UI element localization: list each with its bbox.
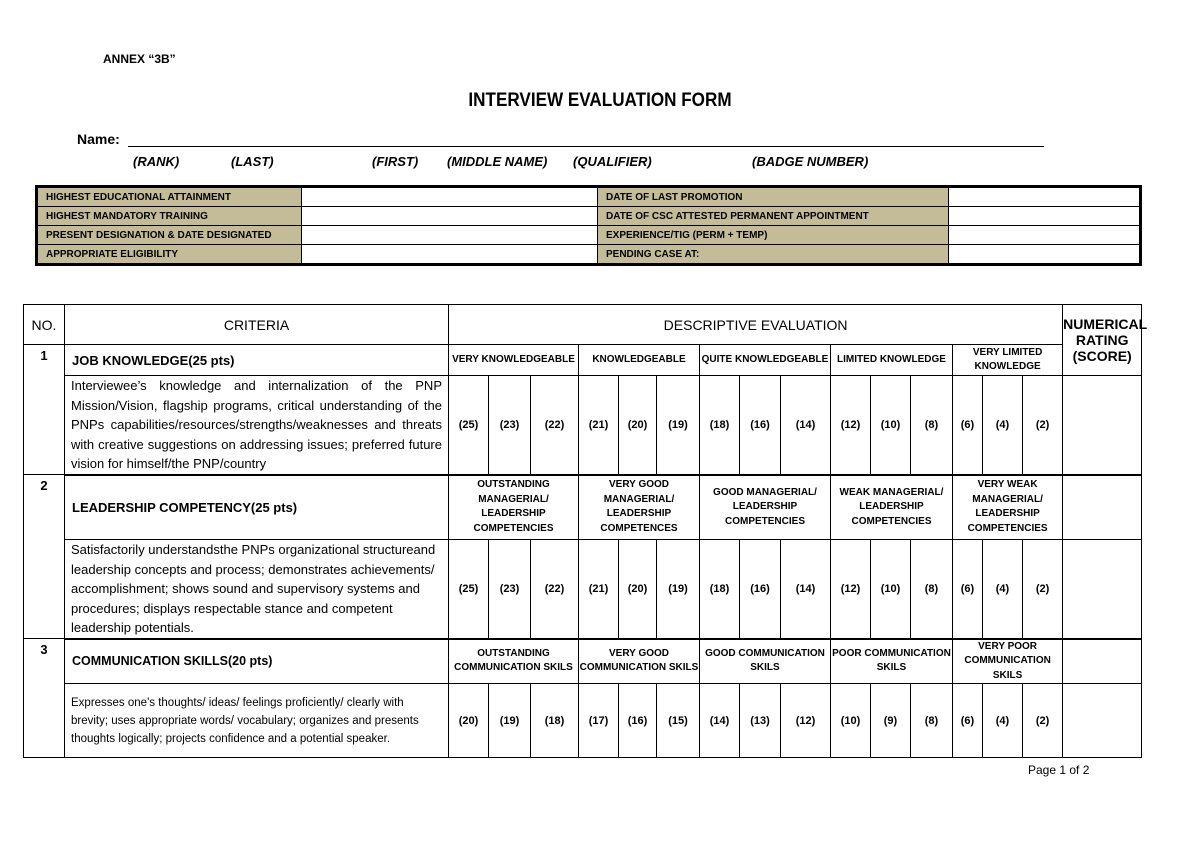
info-label: PRESENT DESIGNATION & DATE DESIGNATED xyxy=(37,226,302,245)
score-option[interactable]: (4) xyxy=(983,540,1023,639)
score-option[interactable]: (25) xyxy=(449,540,489,639)
criterion-number: 3 xyxy=(24,639,65,758)
score-option[interactable]: (10) xyxy=(871,376,911,475)
numerical-score-input[interactable] xyxy=(1063,376,1142,475)
criterion-description: Expresses one's thoughts/ ideas/ feelings proficiently/ clearly with brevity; uses appropriate words/ vocabulary; organizes and presents thoughts logically; projects confidence and a potential speaker. xyxy=(65,684,449,758)
rating-group: WEAK MANAGERIAL/ LEADERSHIP COMPETENCIES xyxy=(831,475,953,540)
score-option[interactable]: (17) xyxy=(579,684,619,758)
name-label: Name: xyxy=(77,131,120,147)
info-input[interactable] xyxy=(949,245,1141,265)
info-input[interactable] xyxy=(302,207,598,226)
info-input[interactable] xyxy=(949,226,1141,245)
score-option[interactable]: (20) xyxy=(619,540,657,639)
criterion-description: Satisfactorily understandsthe PNPs organizational structureand leadership concepts and process; demonstrates achievements/ accomplishment; shows sound and supervisory systems and procedures; displays respectable stance and competent leadership potentials. xyxy=(65,540,449,639)
score-option[interactable]: (4) xyxy=(983,684,1023,758)
score-option[interactable]: (2) xyxy=(1023,376,1063,475)
info-label: HIGHEST MANDATORY TRAINING xyxy=(37,207,302,226)
rating-group: OUTSTANDING COMMUNICATION SKILS xyxy=(449,639,579,684)
criterion-description: Interviewee’s knowledge and internalization of the PNP Mission/Vision, flagship programs, critical understanding of the PNPs capabilities/resources/strengths/weaknesses and threats with creative suggestions on addressing issues; preferred future vision for himself/the PNP/country xyxy=(65,376,449,475)
score-option[interactable]: (25) xyxy=(449,376,489,475)
info-label: HIGHEST EDUCATIONAL ATTAINMENT xyxy=(37,187,302,207)
score-option[interactable]: (22) xyxy=(531,540,579,639)
score-option[interactable]: (14) xyxy=(781,376,831,475)
score-option[interactable]: (23) xyxy=(489,540,531,639)
rating-group: QUITE KNOWLEDGEABLE xyxy=(700,345,831,376)
info-row xyxy=(37,207,1141,226)
score-option[interactable]: (12) xyxy=(781,684,831,758)
score-option[interactable]: (4) xyxy=(983,376,1023,475)
rating-group: KNOWLEDGEABLE xyxy=(579,345,700,376)
info-row xyxy=(37,187,1141,207)
info-row xyxy=(37,245,1141,265)
criterion-title-row xyxy=(24,639,1142,684)
score-option[interactable]: (20) xyxy=(449,684,489,758)
score-option[interactable]: (19) xyxy=(657,376,700,475)
info-label: PENDING CASE AT: xyxy=(598,245,949,265)
score-option[interactable]: (10) xyxy=(871,540,911,639)
info-label: DATE OF LAST PROMOTION xyxy=(598,187,949,207)
annex-label: ANNEX “3B” xyxy=(103,52,176,66)
info-input[interactable] xyxy=(302,226,598,245)
name-part-badge: (BADGE NUMBER) xyxy=(752,154,869,169)
score-option[interactable]: (16) xyxy=(619,684,657,758)
score-option[interactable]: (12) xyxy=(831,540,871,639)
numerical-score-input[interactable] xyxy=(1063,540,1142,639)
header-no: NO. xyxy=(24,305,65,345)
criterion-title-row xyxy=(24,345,1142,376)
info-row xyxy=(37,226,1141,245)
numerical-score-blank xyxy=(1063,475,1142,540)
info-label: EXPERIENCE/TIG (PERM + TEMP) xyxy=(598,226,949,245)
score-option[interactable]: (19) xyxy=(489,684,531,758)
rating-group: VERY KNOWLEDGEABLE xyxy=(449,345,579,376)
score-option[interactable]: (12) xyxy=(831,376,871,475)
score-option[interactable]: (8) xyxy=(911,540,953,639)
page-title: INTERVIEW EVALUATION FORM xyxy=(468,90,732,111)
criterion-number: 2 xyxy=(24,475,65,639)
score-option[interactable]: (21) xyxy=(579,376,619,475)
score-option[interactable]: (15) xyxy=(657,684,700,758)
score-option[interactable]: (10) xyxy=(831,684,871,758)
criterion-number: 1 xyxy=(24,345,65,475)
name-field[interactable] xyxy=(128,146,1044,147)
numerical-score-input[interactable] xyxy=(1063,684,1142,758)
info-input[interactable] xyxy=(949,187,1141,207)
rating-group: VERY POOR COMMUNICATION SKILS xyxy=(953,639,1063,684)
info-input[interactable] xyxy=(302,187,598,207)
evaluation-table xyxy=(23,304,1148,758)
name-part-qualifier: (QUALIFIER) xyxy=(573,154,652,169)
header-row xyxy=(24,305,1142,345)
score-option[interactable]: (8) xyxy=(911,376,953,475)
score-option[interactable]: (2) xyxy=(1023,540,1063,639)
score-option[interactable]: (13) xyxy=(740,684,781,758)
criterion-score-row xyxy=(24,684,1142,758)
score-option[interactable]: (19) xyxy=(657,540,700,639)
criterion-title: LEADERSHIP COMPETENCY(25 pts) xyxy=(65,475,449,540)
score-option[interactable]: (18) xyxy=(531,684,579,758)
page-number: Page 1 of 2 xyxy=(1028,763,1090,777)
name-part-rank: (RANK) xyxy=(133,154,180,169)
score-option[interactable]: (6) xyxy=(953,540,983,639)
rating-group: GOOD MANAGERIAL/ LEADERSHIP COMPETENCIES xyxy=(700,475,831,540)
score-option[interactable]: (6) xyxy=(953,684,983,758)
criterion-score-row xyxy=(24,540,1142,639)
info-label: APPROPRIATE ELIGIBILITY xyxy=(37,245,302,265)
header-descriptive-evaluation: DESCRIPTIVE EVALUATION xyxy=(449,305,1063,345)
info-input[interactable] xyxy=(949,207,1141,226)
criterion-title: COMMUNICATION SKILLS(20 pts) xyxy=(65,639,449,684)
score-option[interactable]: (23) xyxy=(489,376,531,475)
numerical-score-blank xyxy=(1063,639,1142,684)
score-option[interactable]: (16) xyxy=(740,376,781,475)
rating-group: VERY GOOD MANAGERIAL/ LEADERSHIP COMPETENCES xyxy=(579,475,700,540)
rating-group: VERY GOOD COMMUNICATION SKILS xyxy=(579,639,700,684)
rating-group: VERY WEAK MANAGERIAL/ LEADERSHIP COMPETENCIES xyxy=(953,475,1063,540)
info-input[interactable] xyxy=(302,245,598,265)
name-part-middle: (MIDDLE NAME) xyxy=(447,154,548,169)
header-numerical-rating: NUMERICAL RATING (SCORE) xyxy=(1063,305,1142,376)
score-option[interactable]: (21) xyxy=(579,540,619,639)
score-option[interactable]: (9) xyxy=(871,684,911,758)
criterion-score-row xyxy=(24,376,1142,475)
score-option[interactable]: (14) xyxy=(700,684,740,758)
score-option[interactable]: (16) xyxy=(740,540,781,639)
score-option[interactable]: (22) xyxy=(531,376,579,475)
rating-group: OUTSTANDING MANAGERIAL/ LEADERSHIP COMPETENCIES xyxy=(449,475,579,540)
criterion-title-row xyxy=(24,475,1142,540)
criterion-title: JOB KNOWLEDGE(25 pts) xyxy=(65,345,449,376)
info-label: DATE OF CSC ATTESTED PERMANENT APPOINTMENT xyxy=(598,207,949,226)
name-part-last: (LAST) xyxy=(231,154,274,169)
rating-group: LIMITED KNOWLEDGE xyxy=(831,345,953,376)
score-option[interactable]: (18) xyxy=(700,376,740,475)
rating-group: GOOD COMMUNICATION SKILS xyxy=(700,639,831,684)
score-option[interactable]: (6) xyxy=(953,376,983,475)
score-option[interactable]: (8) xyxy=(911,684,953,758)
personal-info-table xyxy=(35,185,1142,266)
name-part-first: (FIRST) xyxy=(372,154,419,169)
score-option[interactable]: (2) xyxy=(1023,684,1063,758)
rating-group: VERY LIMITED KNOWLEDGE xyxy=(953,345,1063,376)
score-option[interactable]: (18) xyxy=(700,540,740,639)
score-option[interactable]: (20) xyxy=(619,376,657,475)
rating-group: POOR COMMUNICATION SKILS xyxy=(831,639,953,684)
score-option[interactable]: (14) xyxy=(781,540,831,639)
header-criteria: CRITERIA xyxy=(65,305,449,345)
